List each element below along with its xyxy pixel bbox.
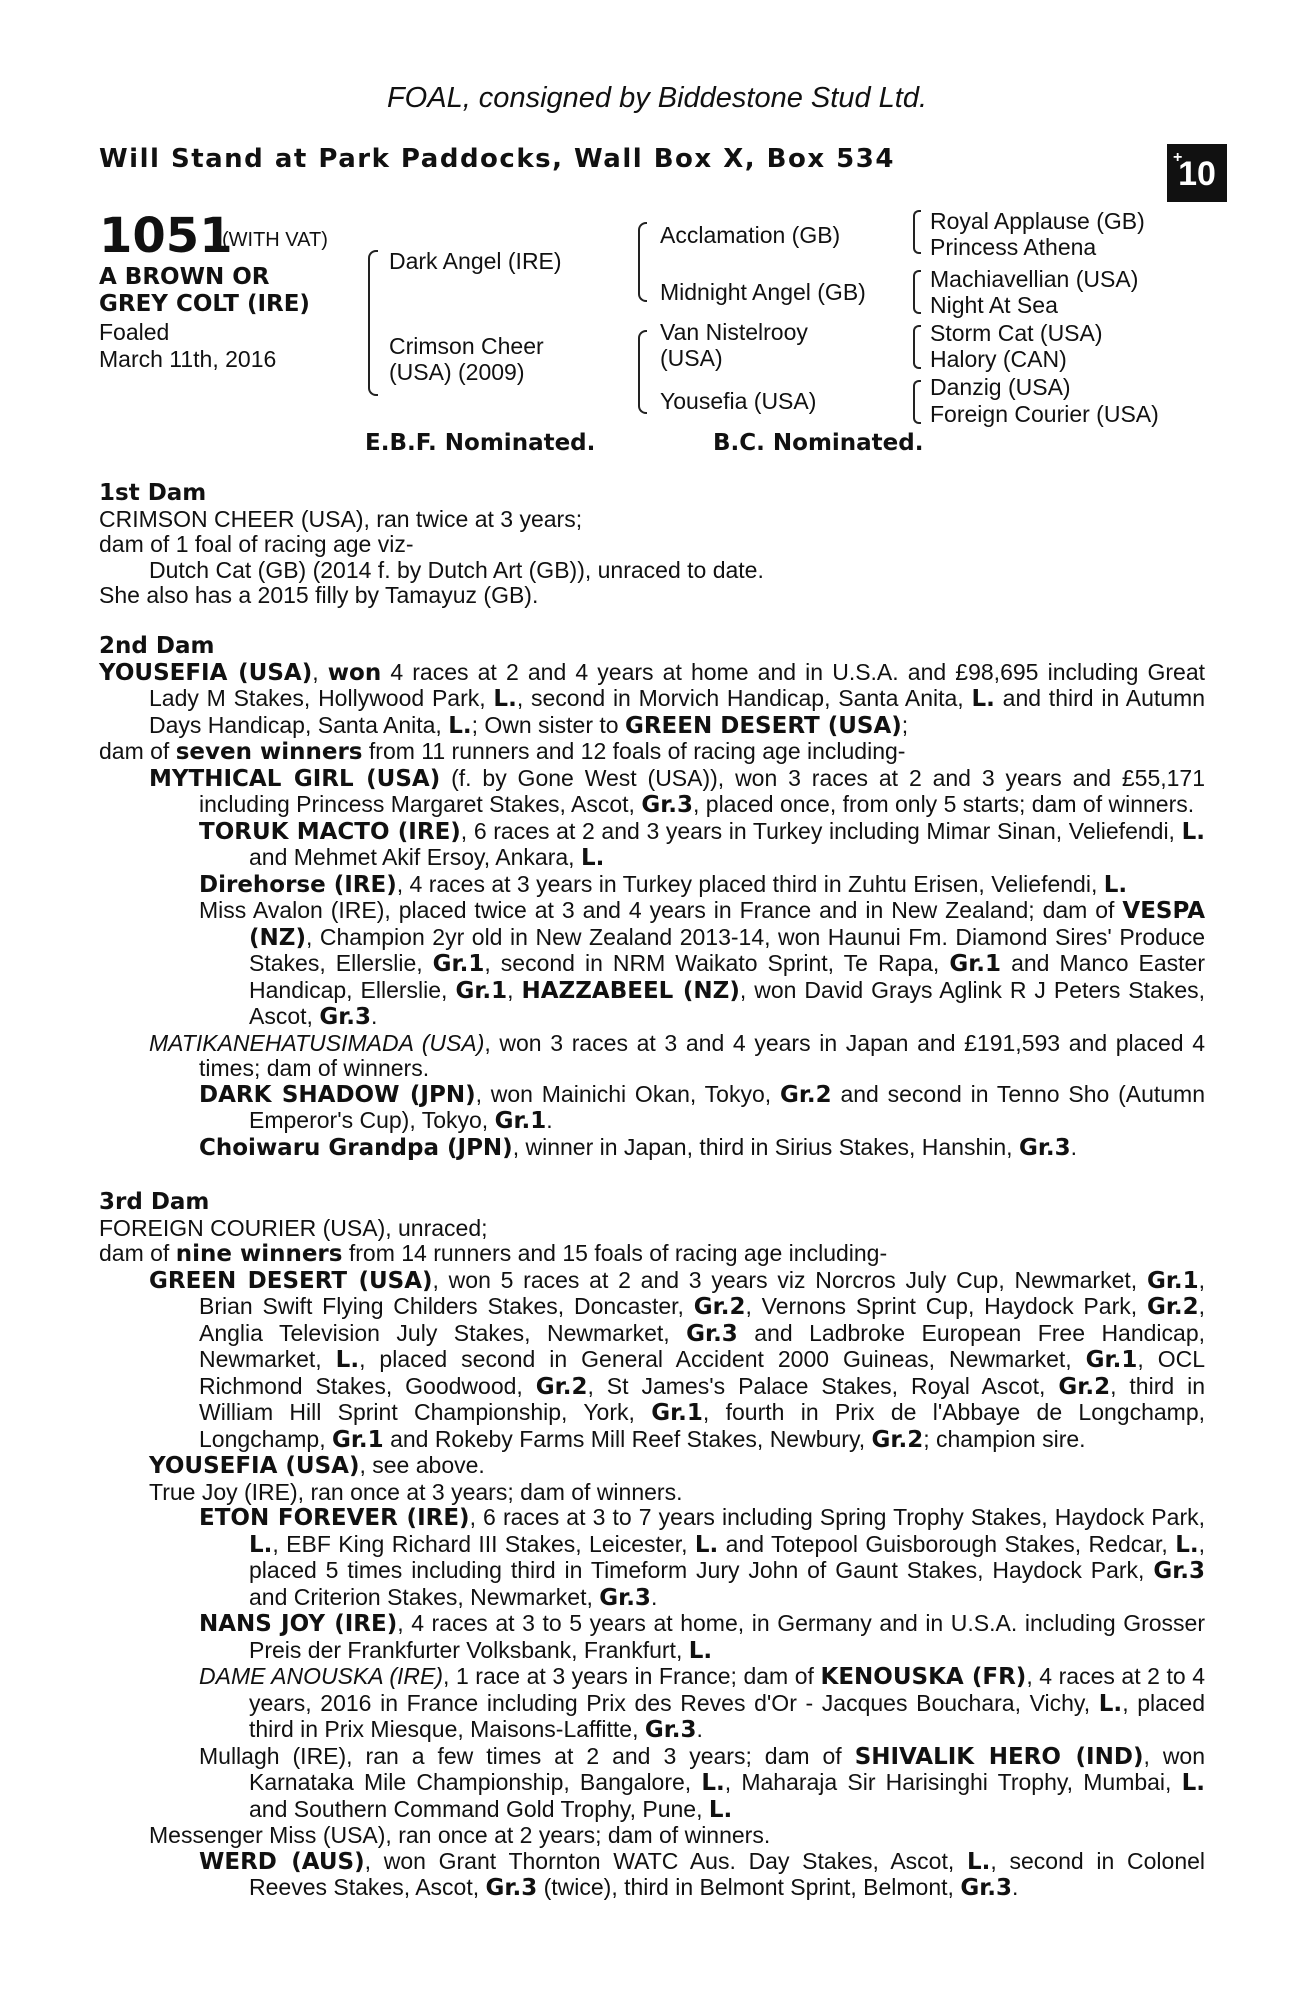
- text: (twice), third in Belmont Sprint, Belmont,: [543, 1874, 954, 1900]
- punct: .: [696, 1716, 703, 1742]
- direhorse-entry: [199, 872, 1205, 899]
- page-title: FOAL, consigned by Biddestone Stud Ltd.: [386, 82, 928, 114]
- first-dam-heading: 1st Dam: [99, 480, 207, 506]
- dame-anouska-entry: [199, 1664, 1205, 1744]
- green-desert-entry: [149, 1268, 1205, 1454]
- pedigree-sire: Dark Angel (IRE): [389, 248, 562, 274]
- text: , placed third in Prix Miesque, Maisons-Laffitte,: [249, 1689, 1205, 1742]
- lot-number: 1051: [99, 208, 233, 264]
- text: , 4 races at 3 years in Turkey placed third in Zuhtu Erisen, Veliefendi,: [396, 870, 1098, 897]
- punct: ;: [901, 711, 909, 738]
- text: , second in Colonel Reeves Stakes, Ascot,: [249, 1847, 1206, 1900]
- mullagh-entry: [199, 1744, 1205, 1824]
- text: from 11 runners and 12 foals of racing age including-: [368, 738, 906, 764]
- text: , won 5 races at 2 and 3 years viz Norcros July Cup, Newmarket,: [432, 1266, 1138, 1293]
- listed-mark: L.: [249, 1531, 273, 1558]
- text: , won Grant Thornton WATC Aus. Day Stakes, Ascot,: [364, 1847, 955, 1874]
- nans-joy-entry: [199, 1611, 1205, 1664]
- listed-mark: L.: [967, 1848, 991, 1875]
- group-mark: Gr.1: [1085, 1347, 1138, 1373]
- text: and Totepool Guisborough Stakes, Redcar,: [725, 1530, 1168, 1557]
- lot-badge: [1167, 144, 1227, 202]
- pedigree-brace-main: [368, 250, 378, 396]
- listed-mark: L.: [701, 1770, 725, 1796]
- yousefia-text: second in Morvich Handicap, Santa Anita,: [531, 685, 964, 711]
- first-dam-section: [99, 481, 1199, 609]
- horse-name: WERD (AUS): [199, 1848, 365, 1875]
- pedigree-brace-g12: [913, 210, 921, 254]
- group-mark: Gr.1: [494, 1108, 547, 1134]
- group-mark: Gr.3: [686, 1320, 738, 1347]
- group-mark: Gr.1: [331, 1426, 384, 1453]
- listed-mark: L.: [1181, 1770, 1206, 1796]
- second-dam-heading: 2nd Dam: [99, 633, 215, 659]
- listed-mark: L.: [448, 712, 472, 739]
- listed-mark: L.: [971, 686, 995, 712]
- third-dam-section: [99, 1190, 1205, 1902]
- pedigree-g4: Night At Sea: [930, 292, 1058, 318]
- true-joy-entry: True Joy (IRE), ran once at 3 years; dam of winners.: [149, 1478, 683, 1505]
- badge-number: 10: [1178, 155, 1216, 193]
- listed-mark: L.: [493, 686, 517, 712]
- yousefia-text: 4 races at 2 and 4 years at home and in U.S.A. and £98,695 including Great Lady M Stakes, Hollywood Park,: [149, 658, 1206, 711]
- text: , won 3 races at 3 and 4 years in Japan and £191,593 and placed 4 times; dam of winners.: [199, 1029, 1205, 1081]
- horse-name: SHIVALIK HERO (IND): [854, 1743, 1144, 1770]
- punct: .: [650, 1583, 658, 1610]
- listed-mark: L.: [708, 1796, 733, 1823]
- description-line1: A BROWN OR: [99, 264, 270, 290]
- text: and Southern Command Gold Trophy, Pune,: [249, 1795, 703, 1822]
- listed-mark: L.: [580, 845, 605, 871]
- horse-name: ETON FOREVER (IRE): [199, 1505, 470, 1531]
- winners-count: seven winners: [175, 739, 363, 765]
- miss-avalon-entry: Miss Avalon (IRE), placed twice at 3 and 4 years in France and in New Zealand; dam of VESPA (NZ), Champion 2yr old in New Zealand 2013-14, won Haunui Fm. Diamond Sires' Produce Stakes, Ellerslie, Gr.1, second in NRM Waikato Sprint, Te Rapa, Gr.1 and Manco Easter Handicap, Ellerslie, Gr.1, HAZZABEEL (NZ), won David Grays Aglink R J Peters Stakes, Ascot, Gr.3.: [199, 897, 1206, 1030]
- listed-mark: L.: [688, 1637, 713, 1664]
- text: , second in NRM Waikato Sprint, Te Rapa,: [484, 950, 940, 976]
- group-mark: Gr.3: [644, 1717, 697, 1743]
- pedigree-brace-g78: [913, 380, 921, 424]
- group-mark: Gr.2: [1146, 1294, 1199, 1320]
- mythical-girl-entry: [149, 766, 1205, 819]
- group-mark: Gr.1: [949, 951, 1002, 977]
- punct: .: [1070, 1133, 1078, 1160]
- text: dam of: [99, 1240, 170, 1266]
- text: , Anglia Television July Stakes, Newmarket,: [199, 1293, 1206, 1346]
- horse-name: DARK SHADOW (JPN): [199, 1081, 476, 1108]
- text: and Criterion Stakes, Newmarket,: [249, 1583, 593, 1610]
- third-dam-line1: FOREIGN COURIER (USA), unraced;: [99, 1214, 488, 1241]
- first-dam-line2: dam of 1 foal of racing age viz-: [99, 531, 414, 557]
- group-mark: Gr.3: [641, 792, 693, 818]
- pedigree-brace-sire: [638, 222, 647, 302]
- text: , placed second in General Accident 2000 Guineas, Newmarket,: [359, 1346, 1072, 1372]
- punct: .: [371, 1003, 378, 1029]
- listed-mark: L.: [335, 1347, 360, 1373]
- horse-name: Direhorse (IRE): [199, 871, 397, 898]
- horse-name: NANS JOY (IRE): [199, 1611, 398, 1637]
- group-mark: Gr.3: [1153, 1558, 1206, 1584]
- pedigree-g8: Foreign Courier (USA): [930, 401, 1159, 427]
- vat-label: (WITH VAT): [222, 229, 328, 251]
- horse-name: TORUK MACTO (IRE): [199, 818, 461, 845]
- horse-name: HAZZABEEL (NZ): [521, 977, 740, 1004]
- pedigree-sire-sire: Acclamation (GB): [660, 222, 841, 248]
- first-dam-line1: CRIMSON CHEER (USA), ran twice at 3 years;: [99, 505, 583, 532]
- text: , won Mainichi Okan, Tokyo,: [475, 1080, 772, 1107]
- text: Miss Avalon (IRE), placed twice at 3 and 4 years in France and in New Zealand; dam of: [199, 897, 1115, 923]
- group-mark: Gr.3: [599, 1584, 651, 1611]
- dark-shadow-entry: [199, 1082, 1205, 1135]
- first-dam-foal: Dutch Cat (GB) (2014 f. by Dutch Art (GB)), unraced to date.: [149, 556, 764, 583]
- group-mark: Gr.2: [871, 1426, 924, 1453]
- horse-name: DAME ANOUSKA (IRE): [199, 1663, 443, 1689]
- text: ; champion sire.: [923, 1425, 1086, 1452]
- green-desert-ref: GREEN DESERT (USA): [624, 712, 902, 739]
- pedigree-g7: Danzig (USA): [930, 374, 1071, 400]
- horse-name: MATIKANEHATUSIMADA (USA): [149, 1029, 485, 1056]
- horse-name: KENOUSKA (FR): [820, 1664, 1027, 1690]
- yousefia-see-above: [149, 1453, 1205, 1480]
- text: and Ladbroke European Free Handicap, Newmarket,: [199, 1319, 1206, 1372]
- pedigree-brace-g34: [913, 270, 921, 314]
- text: , won Karnataka Mile Championship, Bangalore,: [249, 1742, 1206, 1795]
- punct: .: [546, 1107, 553, 1133]
- horse-name: Choiwaru Grandpa (JPN): [199, 1134, 513, 1161]
- pedigree-g1: Royal Applause (GB): [930, 208, 1145, 234]
- second-dam-section: [99, 634, 1205, 1161]
- text: dam of: [99, 738, 170, 764]
- group-mark: Gr.1: [432, 951, 485, 977]
- text: , St James's Palace Stakes, Royal Ascot,: [587, 1372, 1046, 1399]
- text: from 14 runners and 15 foals of racing age including-: [348, 1240, 888, 1266]
- foaled-info: [99, 319, 299, 373]
- listed-mark: L.: [694, 1531, 719, 1558]
- group-mark: Gr.3: [485, 1875, 538, 1901]
- group-mark: Gr.2: [693, 1294, 746, 1320]
- group-mark: Gr.2: [535, 1373, 588, 1400]
- yousefia-won: won: [327, 659, 382, 686]
- punct: .: [1012, 1874, 1019, 1900]
- text: , Maharaja Sir Harisinghi Trophy, Mumbai,: [724, 1769, 1172, 1795]
- yousefia-text: and third in Autumn Days Handicap, Santa Anita,: [149, 685, 1206, 738]
- group-mark: Gr.1: [455, 977, 508, 1004]
- choiwaru-grandpa-entry: [199, 1135, 1205, 1162]
- listed-mark: L.: [1175, 1531, 1199, 1558]
- ebf-nominated: E.B.F. Nominated.: [365, 430, 596, 456]
- horse-name: YOUSEFIA (USA): [149, 1453, 360, 1479]
- text: , Brian Swift Flying Childers Stakes, Doncaster,: [199, 1266, 1206, 1319]
- group-mark: Gr.2: [1058, 1373, 1111, 1400]
- text: , placed 5 times including third in Timeform Jury John of Gaunt Stakes, Haydock Park,: [249, 1530, 1206, 1583]
- text: and second in Tenno Sho (Autumn Emperor's Cup), Tokyo,: [249, 1080, 1206, 1133]
- bc-nominated: B.C. Nominated.: [713, 430, 924, 456]
- group-mark: Gr.3: [1018, 1134, 1071, 1161]
- text: , 1 race at 3 years in France; dam of: [443, 1663, 814, 1689]
- third-dam-heading: 3rd Dam: [99, 1189, 210, 1215]
- third-dam-produce-intro: [99, 1241, 1205, 1268]
- listed-mark: L.: [1181, 818, 1206, 845]
- pedigree-brace-g56: [913, 325, 921, 369]
- text: , Vernons Sprint Cup, Haydock Park,: [745, 1293, 1138, 1319]
- text: , 6 races at 2 and 3 years in Turkey including Mimar Sinan, Veliefendi,: [460, 817, 1175, 844]
- pedigree-dam-sire: Van Nistelrooy (USA): [660, 319, 808, 371]
- text: , EBF King Richard III Stakes, Leicester,: [272, 1530, 688, 1557]
- horse-name: VESPA (NZ): [249, 898, 1206, 951]
- text: , 4 races at 3 to 5 years at home, in Germany and in U.S.A. including Grosser Preis der Frankfurter Volksbank, Frankfurt,: [249, 1610, 1206, 1663]
- pedigree-g2: Princess Athena: [930, 234, 1097, 260]
- listed-mark: L.: [1098, 1690, 1123, 1717]
- text: , 6 races at 3 to 7 years including Spring Trophy Stakes, Haydock Park,: [469, 1504, 1205, 1530]
- foaled-date: March 11th, 2016: [99, 346, 277, 372]
- werd-entry: [199, 1849, 1205, 1902]
- text: (f. by Gone West (USA)), won 3 races at 2 and 3 years and £55,171 including Princess Margaret Stakes, Ascot,: [199, 764, 1205, 817]
- description-line2: GREY COLT (IRE): [99, 291, 310, 317]
- group-mark: Gr.1: [1146, 1267, 1199, 1294]
- text: , Champion 2yr old in New Zealand 2013-14, won Haunui Fm. Diamond Sires' Produce Stakes, Ellerslie,: [249, 923, 1205, 976]
- pedigree-g3: Machiavellian (USA): [930, 266, 1139, 292]
- lot-description: [99, 264, 310, 318]
- text: Mullagh (IRE), ran a few times at 2 and 3 years; dam of: [199, 1742, 842, 1769]
- matikanehatusimada-entry: [149, 1031, 1205, 1082]
- pedigree-brace-dam: [638, 330, 647, 414]
- horse-name: GREEN DESERT (USA): [149, 1267, 433, 1294]
- group-mark: Gr.3: [960, 1875, 1012, 1901]
- group-mark: Gr.2: [779, 1081, 832, 1108]
- stand-location: Will Stand at Park Paddocks, Wall Box X, Box 534: [99, 144, 895, 174]
- yousefia-text: ; Own sister to: [471, 711, 619, 738]
- first-dam-line4: She also has a 2015 filly by Tamayuz (GB).: [99, 582, 539, 608]
- text: , OCL Richmond Stakes, Goodwood,: [199, 1346, 1206, 1399]
- pedigree-dam: Crimson Cheer (USA) (2009): [389, 333, 544, 385]
- text: and Rokeby Farms Mill Reef Stakes, Newbury,: [390, 1425, 866, 1452]
- text: , see above.: [359, 1452, 485, 1478]
- horse-name: MYTHICAL GIRL (USA): [149, 765, 441, 792]
- text: , winner in Japan, third in Sirius Stakes, Hanshin,: [512, 1133, 1013, 1160]
- pedigree-sire-dam: Midnight Angel (GB): [660, 279, 866, 305]
- pedigree-dam-dam: Yousefia (USA): [660, 388, 817, 414]
- pedigree-g5: Storm Cat (USA): [930, 320, 1103, 346]
- group-mark: Gr.1: [651, 1400, 703, 1426]
- text: , placed once, from only 5 starts; dam of winners.: [693, 791, 1195, 817]
- second-dam-produce-intro: [99, 739, 1205, 766]
- text: , third in William Hill Sprint Championship, York,: [199, 1372, 1206, 1425]
- badge-plus: +: [1173, 149, 1183, 166]
- text: , 4 races at 2 to 4 years, 2016 in France including Prix des Reves d'Or - Jacques Bouchara, Vichy,: [249, 1663, 1206, 1716]
- text: , won David Grays Aglink R J Peters Stakes, Ascot,: [249, 976, 1206, 1029]
- text: , fourth in Prix de l'Abbaye de Longchamp, Longchamp,: [199, 1399, 1205, 1452]
- messenger-miss-entry: Messenger Miss (USA), ran once at 2 years; dam of winners.: [149, 1822, 771, 1848]
- toruk-macto-entry: [199, 819, 1205, 872]
- winners-count: nine winners: [175, 1241, 343, 1267]
- pedigree-g6: Halory (CAN): [930, 346, 1067, 372]
- listed-mark: L.: [1103, 871, 1128, 898]
- yousefia-name: YOUSEFIA (USA): [99, 659, 313, 686]
- eton-forever-entry: [199, 1505, 1205, 1611]
- text: and Mehmet Akif Ersoy, Ankara,: [249, 844, 575, 870]
- group-mark: Gr.3: [319, 1004, 371, 1030]
- second-dam-record: YOUSEFIA (USA), won 4 races at 2 and 4 years at home and in U.S.A. and £98,695 including Great Lady M Stakes, Hollywood Park, L., second in Morvich Handicap, Santa Anita, L. and third in Autumn Days Handicap, Santa Anita, L.; Own sister to GREEN DESERT (USA);: [99, 658, 1206, 739]
- text: and Manco Easter Handicap, Ellerslie,: [249, 950, 1206, 1003]
- foaled-label: Foaled: [99, 319, 170, 345]
